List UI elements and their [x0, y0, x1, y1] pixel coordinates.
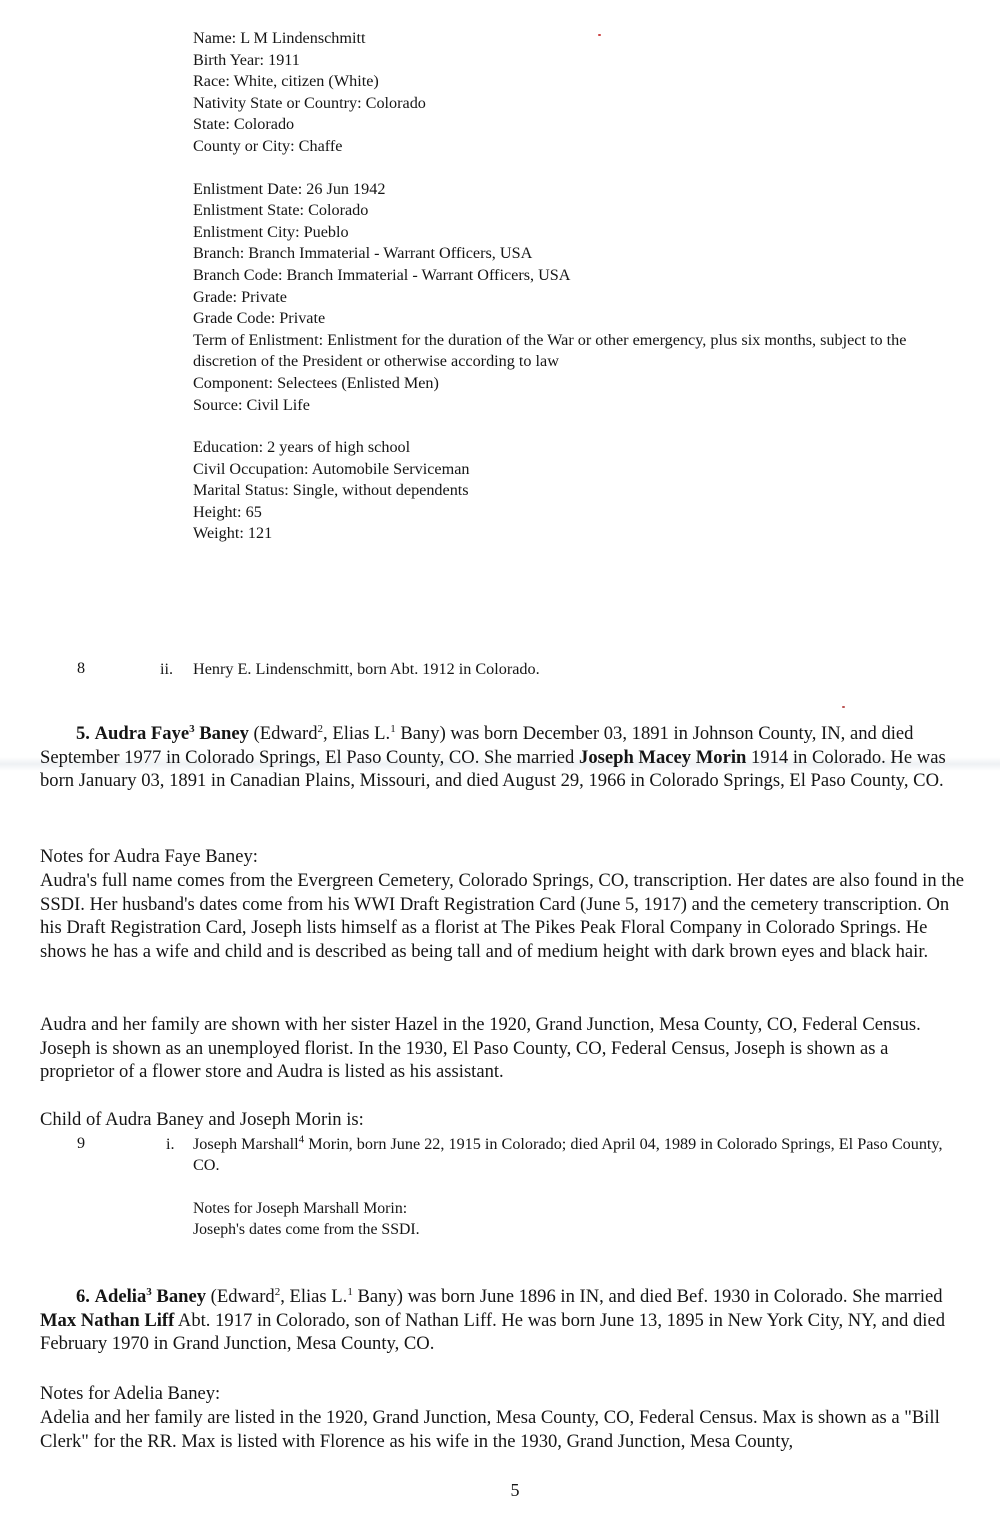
- record-line: Source: Civil Life: [193, 395, 310, 414]
- record-line: Term of Enlistment: Enlistment for the duration of the War or other emergency, plus six months, subject to the discretion of the President or otherwise according to law: [193, 330, 907, 371]
- page-number: 5: [510, 1480, 520, 1500]
- child-number: 8: [77, 659, 86, 677]
- child-entry-joseph-marshall: Joseph Marshall$^4$ Morin, born June 22, 1915 in Colorado; died April 04, 1989 in Colorado Springs, El Paso County, CO.: [193, 1133, 943, 1174]
- record-line: Enlistment City: Pueblo: [193, 222, 349, 241]
- notes-paragraph: Adelia and her family are listed in the 1920, Grand Junction, Mesa County, CO, Federal Census. Max is shown as a "Bill Clerk" for the RR. Max is listed with Florence as his wife in the 1930, Grand Junction, Mesa County,: [40, 1407, 940, 1452]
- entry-number: 6.: [76, 1286, 90, 1307]
- record-line: Education: 2 years of high school: [193, 438, 411, 457]
- spouse-name: Joseph Macey Morin: [579, 746, 747, 768]
- entry-number: 5.: [76, 723, 90, 744]
- record-line: Enlistment State: Colorado: [193, 201, 369, 220]
- spouse-name: Max Nathan Liff: [40, 1309, 175, 1331]
- person-name: Adelia$^3$ Baney: [94, 1285, 207, 1307]
- record-line: Grade Code: Private: [193, 309, 326, 328]
- record-line: Marital Status: Single, without dependents: [193, 481, 469, 500]
- record-line: Birth Year: 1911: [193, 50, 300, 69]
- child-notes: Joseph's dates come from the SSDI.: [193, 1221, 420, 1238]
- record-line: Component: Selectees (Enlisted Men): [193, 373, 439, 392]
- child-entry-henry: Henry E. Lindenschmitt, born Abt. 1912 in Colorado.: [193, 660, 540, 678]
- child-number: 9: [77, 1134, 86, 1152]
- entry-adelia-baney: 6. Adelia$^3$ Baney (Edward$^2$, Elias L.$^1$ Bany) was born June 1896 in IN, and died Bef. 1930 in Colorado. She married Max Nathan Liff Abt. 1917 in Colorado, son of Nathan Liff. He was born June 13, 1895 in New York City, NY, and died February 1970 in Grand Junction, Mesa County, CO.: [40, 1285, 946, 1355]
- record-line: Grade: Private: [193, 287, 287, 306]
- child-notes-heading: Notes for Joseph Marshall Morin:: [193, 1200, 408, 1217]
- record-line: Weight: 121: [193, 524, 273, 543]
- record-line: Civil Occupation: Automobile Serviceman: [193, 459, 470, 478]
- notes-heading: Notes for Audra Faye Baney:: [40, 846, 258, 867]
- person-name: Audra Faye$^3$ Baney: [94, 722, 249, 744]
- notes-paragraph: Audra and her family are shown with her sister Hazel in the 1920, Grand Junction, Mesa County, CO, Federal Census. Joseph is shown as an unemployed florist. In the 1930, El Paso County, CO, Federal Census, Joseph is shown as a proprietor of a flower store and Audra is listed as his assistant.: [40, 1014, 921, 1083]
- entry-audra-faye-baney: 5. Audra Faye$^3$ Baney (Edward$^2$, Elias L.$^1$ Bany) was born December 03, 1891 in Johnson County, IN, and died September 1977 in Colorado Springs, El Paso County, CO. She married Joseph Macey Morin 1914 in Colorado. He was born January 03, 1891 in Canadian Plains, Missouri, and died August 29, 1966 in Colorado Springs, El Paso County, CO.: [40, 722, 946, 792]
- enlistment-record: [193, 28, 973, 545]
- record-line: Branch: Branch Immaterial - Warrant Officers, USA: [193, 244, 533, 263]
- record-spacer: [193, 416, 973, 437]
- scan-speck: [842, 706, 845, 708]
- record-line: Branch Code: Branch Immaterial - Warrant Officers, USA: [193, 265, 571, 284]
- child-roman-numeral: i.: [166, 1135, 175, 1153]
- record-line: Name: L M Lindenschmitt: [193, 29, 366, 47]
- record-line: State: Colorado: [193, 115, 295, 134]
- record-line: Height: 65: [193, 502, 262, 521]
- notes-paragraph: Audra's full name comes from the Evergreen Cemetery, Colorado Springs, CO, transcription. Her dates are also found in the SSDI. Her husband's dates come from his WWI Draft Registration Card (June 5, 1917) and the cemetery transcription. On his Draft Registration Card, Joseph lists himself as a florist at The Pikes Peak Floral Company in Colorado Springs. He shows he has a wife and child and is described as being tall and of medium height with dark brown eyes and black hair.: [40, 870, 965, 963]
- notes-heading: Notes for Adelia Baney:: [40, 1383, 221, 1404]
- child-roman-numeral: ii.: [160, 660, 174, 678]
- record-spacer: [193, 158, 973, 179]
- record-line: Nativity State or Country: Colorado: [193, 93, 426, 112]
- record-line: Race: White, citizen (White): [193, 72, 379, 91]
- children-heading: Child of Audra Baney and Joseph Morin is:: [40, 1109, 364, 1130]
- record-line: County or City: Chaffe: [193, 136, 343, 155]
- record-line: Enlistment Date: 26 Jun 1942: [193, 179, 386, 198]
